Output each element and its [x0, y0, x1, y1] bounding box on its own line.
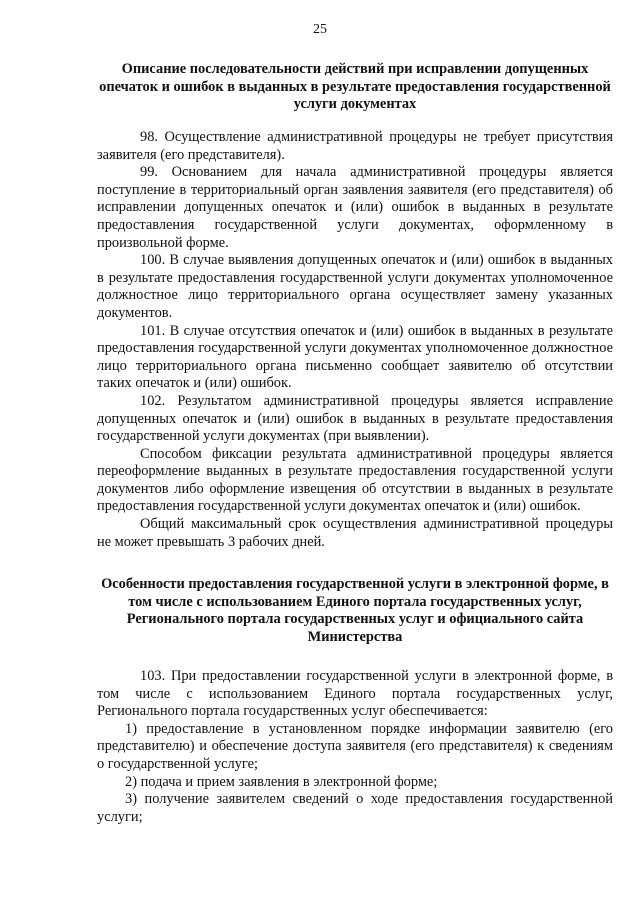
section-heading-electronic [97, 576, 613, 646]
list-item-2: 2) подача и прием заявления в электронной форме; [125, 773, 438, 790]
page-number: 25 [313, 22, 327, 37]
paragraph-101: 101. В случае отсутствия опечаток и (или) ошибок в выданных в результате предоставления государственной услуги документах уполномоченное должностное лицо территориального органа письменно сообщает заявителю об отсутствии таких опечаток и (или) ошибок. [97, 322, 613, 392]
section-body-corrections [97, 129, 613, 551]
paragraph-100: 100. В случае выявления допущенных опечаток и (или) ошибок в выданных в результате предоставления государственной услуги документах уполномоченное должностное лицо территориального органа осуществляет замену указанных документов. [97, 252, 613, 321]
paragraph-103: 103. При предоставлении государственной услуги в электронной форме, в том числе с использованием Единого портала государственных услуг, Регионального портала государственных услуг обеспечивается: [97, 668, 613, 720]
paragraph-102: 102. Результатом административной процедуры является исправление допущенных опечаток и (или) ошибок в выданных в результате предоставления государственной услуги документах (при выявлении). [97, 392, 613, 445]
section-title: Описание последовательности действий при исправлении допущенных опечаток и ошибок в выданных в результате предоставления государственной услуги документах [99, 61, 611, 112]
section-title: Особенности предоставления государственной услуги в электронной форме, в том числе с использованием Единого портала государственных услуг, Регионального портала государственных услуг и официального сайта Министерства [101, 576, 609, 645]
list-item-1: 1) предоставление в установленном порядке информации заявителю (его представителю) и обеспечение доступа заявителя (его представителя) к сведениям о государственной услуге; [97, 720, 613, 772]
paragraph-fixation: Способом фиксации результата административной процедуры является переоформление выданных в результате предоставления государственной услуги документов либо оформление извещения об отсутствии в выданных в результате предоставления государственной услуги документах опечаток и (или) ошибок. [97, 445, 613, 515]
paragraph-99: 99. Основанием для начала административной процедуры является поступление в территориальный орган заявления заявителя (его представителя) об исправлении допущенных опечаток и (или) ошибок в выданных в результате предоставления государственной услуги документах, оформленному в произвольной форме. [97, 164, 613, 251]
list-item-3: 3) получение заявителем сведений о ходе предоставления государственной услуги; [97, 791, 613, 825]
paragraph-max-term: Общий максимальный срок осуществления административной процедуры не может превышать 3 рабочих дней. [97, 516, 613, 550]
section-body-electronic [97, 668, 613, 826]
paragraph-98: 98. Осуществление административной процедуры не требует присутствия заявителя (его представителя). [97, 129, 613, 163]
section-heading-corrections [97, 61, 613, 114]
